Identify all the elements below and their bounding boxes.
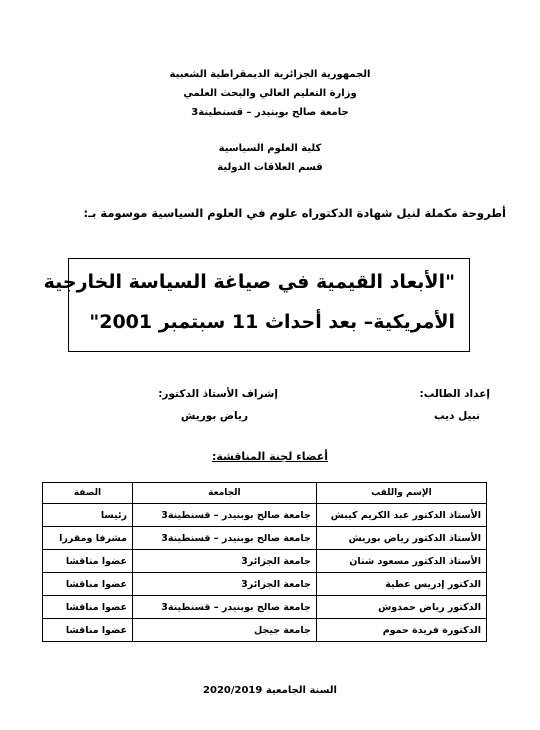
member-university: جامعة صالح بوبنيدر – قسنطينة3 [132,527,316,550]
thesis-title-line-2: الأمريكية– بعد أحداث 11 سبتمبر 2001" [89,311,455,333]
table-row [43,504,487,527]
student-label: إعداد الطالب: [419,388,490,400]
committee-header-row [43,483,487,504]
academic-year: السنة الجامعية 2020/2019 [203,685,337,696]
student-name: نبيل ديب [434,410,480,422]
member-university: جامعة الجزائر3 [132,550,316,573]
member-name: الدكتور رياض حمدوش [316,596,486,619]
member-name: الأستاذ الدكتور رياض بوريش [316,527,486,550]
table-row [43,550,487,573]
member-name: الأستاذ الدكتور عبد الكريم كيبش [316,504,486,527]
table-row [43,596,487,619]
university-name: جامعة صالح بوبنيدر – قسنطينة3 [191,107,349,118]
header-university: الجامعة [132,483,316,504]
thesis-title-box [43,258,470,352]
header-role: الصفة [43,483,133,504]
member-name: الدكتور إدريس عطية [316,573,486,596]
member-university: جامعة جيجل [132,619,316,642]
member-role: رئيسا [43,504,133,527]
member-university: جامعة صالح بوبنيدر – قسنطينة3 [132,596,316,619]
department-name: قسم العلاقات الدولية [217,162,323,173]
ministry-name: وزارة التعليم العالي والبحث العلمي [183,88,357,99]
thesis-title-line-1: "الأبعاد القيمية في صياغة السياسة الخارجية [43,271,455,293]
supervisor-name: رياض بوريش [180,410,248,422]
table-row [43,573,487,596]
member-role: عضوا مناقشا [43,573,133,596]
member-university: جامعة صالح بوبنيدر – قسنطينة3 [132,504,316,527]
supervisor-label: إشراف الأستاذ الدكتور: [158,388,278,400]
faculty-name: كلية العلوم السياسية [218,143,322,154]
table-row [43,619,487,642]
member-role: مشرفا ومقررا [43,527,133,550]
committee-title [0,450,540,463]
table-row [43,527,487,550]
member-role: عضوا مناقشا [43,619,133,642]
member-role: عضوا مناقشا [43,550,133,573]
thesis-intro: أطروحة مكملة لنيل شهادة الدكتوراه علوم في العلوم السياسية موسومة بـ: [83,206,506,220]
member-role: عضوا مناقشا [43,596,133,619]
committee-title-text: أعضاء لجنة المناقشة: [211,450,329,463]
committee-table [42,482,487,642]
member-name: الأستاذ الدكتور مسعود شنان [316,550,486,573]
header-name: الإسم واللقب [316,483,486,504]
member-university: جامعة الجزائر3 [132,573,316,596]
republic-name: الجمهورية الجزائرية الديمقراطية الشعبية [169,69,371,80]
member-name: الدكتورة فريدة حموم [316,619,486,642]
